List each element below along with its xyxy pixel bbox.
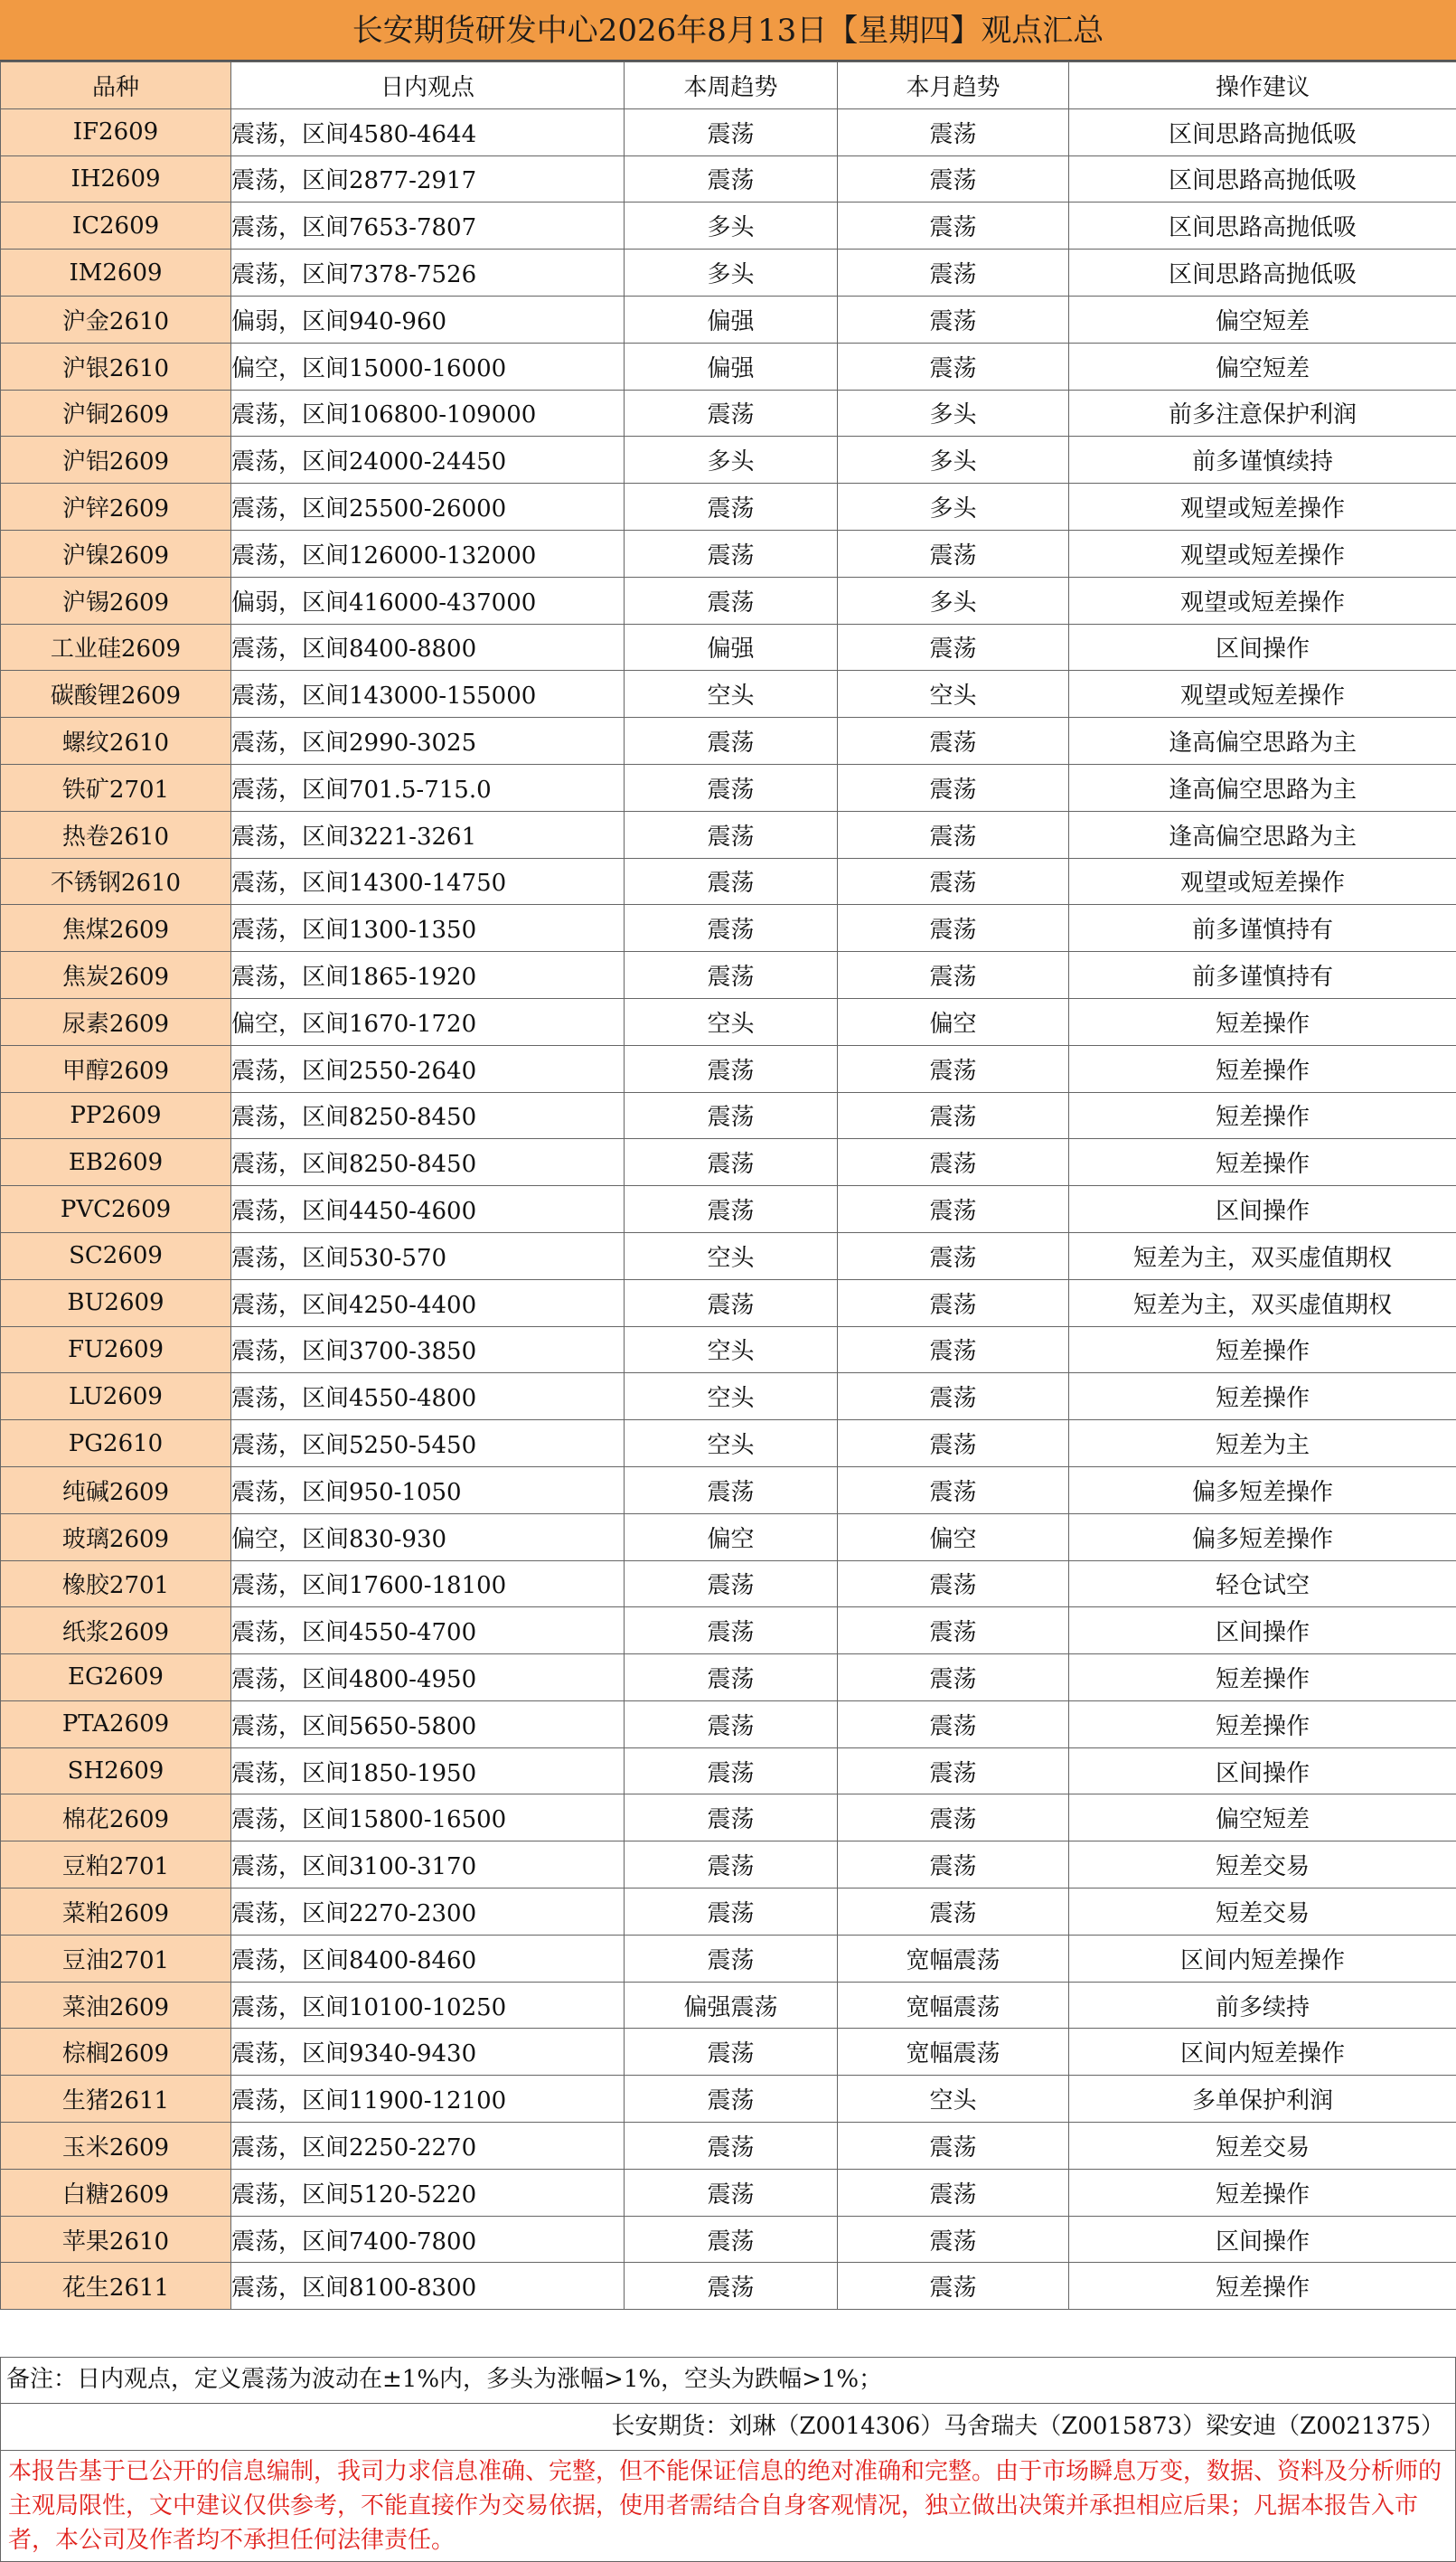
- variety-cell: 沪镍2609: [1, 530, 231, 577]
- week-trend-cell: 震荡: [625, 1466, 838, 1513]
- week-trend-cell: 震荡: [625, 2169, 838, 2216]
- table-row: [1, 296, 1456, 343]
- table-row: [1, 905, 1456, 952]
- advice-cell: 观望或短差操作: [1069, 671, 1456, 718]
- views-table: [0, 61, 1456, 2310]
- month-trend-cell: 震荡: [838, 1560, 1069, 1607]
- week-trend-cell: 多头: [625, 437, 838, 484]
- advice-cell: 观望或短差操作: [1069, 577, 1456, 624]
- intraday-view-cell: 震荡，区间7378-7526: [231, 250, 625, 297]
- intraday-view-cell: 震荡，区间3221-3261: [231, 811, 625, 858]
- advice-cell: 短差操作: [1069, 998, 1456, 1045]
- table-row: [1, 1513, 1456, 1560]
- intraday-view-cell: 震荡，区间2550-2640: [231, 1045, 625, 1092]
- week-trend-cell: 震荡: [625, 1841, 838, 1889]
- month-trend-cell: 多头: [838, 577, 1069, 624]
- intraday-view-cell: 震荡，区间3100-3170: [231, 1841, 625, 1889]
- month-trend-cell: 宽幅震荡: [838, 2029, 1069, 2076]
- intraday-view-cell: 震荡，区间143000-155000: [231, 671, 625, 718]
- month-trend-cell: 震荡: [838, 296, 1069, 343]
- advice-cell: 偏空短差: [1069, 343, 1456, 390]
- intraday-view-cell: 震荡，区间7400-7800: [231, 2216, 625, 2263]
- month-trend-cell: 震荡: [838, 155, 1069, 203]
- month-trend-cell: 震荡: [838, 1373, 1069, 1420]
- advice-cell: 前多续持: [1069, 1982, 1456, 2029]
- report-title: 长安期货研发中心2026年8月13日【星期四】观点汇总: [0, 0, 1456, 61]
- intraday-view-cell: 震荡，区间4550-4700: [231, 1607, 625, 1654]
- variety-cell: SH2609: [1, 1747, 231, 1794]
- variety-cell: 沪铝2609: [1, 437, 231, 484]
- table-row: [1, 1935, 1456, 1982]
- intraday-view-cell: 震荡，区间9340-9430: [231, 2029, 625, 2076]
- table-row: [1, 998, 1456, 1045]
- table-row: [1, 718, 1456, 765]
- variety-cell: 沪金2610: [1, 296, 231, 343]
- month-trend-cell: 震荡: [838, 2263, 1069, 2310]
- advice-cell: 短差交易: [1069, 1889, 1456, 1936]
- table-row: [1, 1092, 1456, 1139]
- header-month-trend: 本月趋势: [838, 62, 1069, 109]
- variety-cell: 甲醇2609: [1, 1045, 231, 1092]
- month-trend-cell: 震荡: [838, 1700, 1069, 1747]
- advice-cell: 区间操作: [1069, 624, 1456, 671]
- intraday-view-cell: 偏空，区间830-930: [231, 1513, 625, 1560]
- advice-cell: 逢高偏空思路为主: [1069, 718, 1456, 765]
- week-trend-cell: 震荡: [625, 577, 838, 624]
- table-row: [1, 2263, 1456, 2310]
- variety-cell: 白糖2609: [1, 2169, 231, 2216]
- variety-cell: LU2609: [1, 1373, 231, 1420]
- header-advice: 操作建议: [1069, 62, 1456, 109]
- week-trend-cell: 震荡: [625, 2263, 838, 2310]
- table-row: [1, 1794, 1456, 1841]
- table-row: [1, 1560, 1456, 1607]
- month-trend-cell: 震荡: [838, 1841, 1069, 1889]
- month-trend-cell: 震荡: [838, 1747, 1069, 1794]
- advice-cell: 区间操作: [1069, 1747, 1456, 1794]
- week-trend-cell: 震荡: [625, 1654, 838, 1701]
- advice-cell: 短差操作: [1069, 1092, 1456, 1139]
- variety-cell: IC2609: [1, 203, 231, 250]
- month-trend-cell: 震荡: [838, 1279, 1069, 1326]
- intraday-view-cell: 震荡，区间126000-132000: [231, 530, 625, 577]
- table-row: [1, 1982, 1456, 2029]
- variety-cell: 焦煤2609: [1, 905, 231, 952]
- variety-cell: 沪银2610: [1, 343, 231, 390]
- advice-cell: 短差交易: [1069, 1841, 1456, 1889]
- remark-note: 备注：日内观点，定义震荡为波动在±1%内，多头为涨幅>1%，空头为跌幅>1%；: [0, 2357, 1456, 2404]
- analyst-credits: 长安期货：刘琳（Z0014306）马舍瑞夫（Z0015873）梁安迪（Z0021375）: [0, 2404, 1456, 2451]
- week-trend-cell: 震荡: [625, 1794, 838, 1841]
- month-trend-cell: 多头: [838, 390, 1069, 437]
- month-trend-cell: 震荡: [838, 530, 1069, 577]
- intraday-view-cell: 震荡，区间11900-12100: [231, 2076, 625, 2123]
- variety-cell: 焦炭2609: [1, 952, 231, 999]
- month-trend-cell: 震荡: [838, 718, 1069, 765]
- intraday-view-cell: 震荡，区间5250-5450: [231, 1420, 625, 1467]
- advice-cell: 偏多短差操作: [1069, 1513, 1456, 1560]
- variety-cell: SC2609: [1, 1232, 231, 1279]
- table-row: [1, 1466, 1456, 1513]
- variety-cell: 菜粕2609: [1, 1889, 231, 1936]
- advice-cell: 观望或短差操作: [1069, 858, 1456, 905]
- intraday-view-cell: 震荡，区间4250-4400: [231, 1279, 625, 1326]
- variety-cell: 菜油2609: [1, 1982, 231, 2029]
- week-trend-cell: 空头: [625, 998, 838, 1045]
- table-row: [1, 1654, 1456, 1701]
- month-trend-cell: 震荡: [838, 203, 1069, 250]
- table-row: [1, 1841, 1456, 1889]
- variety-cell: 沪锌2609: [1, 484, 231, 531]
- table-row: [1, 952, 1456, 999]
- month-trend-cell: 震荡: [838, 624, 1069, 671]
- table-row: [1, 250, 1456, 297]
- intraday-view-cell: 震荡，区间1300-1350: [231, 905, 625, 952]
- advice-cell: 偏多短差操作: [1069, 1466, 1456, 1513]
- intraday-view-cell: 震荡，区间17600-18100: [231, 1560, 625, 1607]
- month-trend-cell: 震荡: [838, 108, 1069, 155]
- variety-cell: 玉米2609: [1, 2123, 231, 2170]
- table-row: [1, 577, 1456, 624]
- table-row: [1, 530, 1456, 577]
- variety-cell: PG2610: [1, 1420, 231, 1467]
- intraday-view-cell: 震荡，区间4450-4600: [231, 1186, 625, 1233]
- week-trend-cell: 震荡: [625, 1607, 838, 1654]
- table-row: [1, 858, 1456, 905]
- intraday-view-cell: 震荡，区间2250-2270: [231, 2123, 625, 2170]
- intraday-view-cell: 震荡，区间1850-1950: [231, 1747, 625, 1794]
- table-row: [1, 108, 1456, 155]
- week-trend-cell: 震荡: [625, 1560, 838, 1607]
- intraday-view-cell: 震荡，区间4580-4644: [231, 108, 625, 155]
- advice-cell: 短差操作: [1069, 2263, 1456, 2310]
- week-trend-cell: 震荡: [625, 390, 838, 437]
- month-trend-cell: 宽幅震荡: [838, 1935, 1069, 1982]
- variety-cell: IH2609: [1, 155, 231, 203]
- intraday-view-cell: 震荡，区间106800-109000: [231, 390, 625, 437]
- intraday-view-cell: 震荡，区间701.5-715.0: [231, 764, 625, 811]
- advice-cell: 轻仓试空: [1069, 1560, 1456, 1607]
- advice-cell: 偏空短差: [1069, 296, 1456, 343]
- intraday-view-cell: 震荡，区间7653-7807: [231, 203, 625, 250]
- advice-cell: 观望或短差操作: [1069, 530, 1456, 577]
- table-row: [1, 1747, 1456, 1794]
- month-trend-cell: 震荡: [838, 1889, 1069, 1936]
- month-trend-cell: 偏空: [838, 998, 1069, 1045]
- month-trend-cell: 震荡: [838, 2123, 1069, 2170]
- advice-cell: 前多谨慎续持: [1069, 437, 1456, 484]
- table-row: [1, 811, 1456, 858]
- intraday-view-cell: 震荡，区间14300-14750: [231, 858, 625, 905]
- week-trend-cell: 震荡: [625, 952, 838, 999]
- intraday-view-cell: 震荡，区间15800-16500: [231, 1794, 625, 1841]
- intraday-view-cell: 震荡，区间2270-2300: [231, 1889, 625, 1936]
- month-trend-cell: 空头: [838, 2076, 1069, 2123]
- table-row: [1, 2076, 1456, 2123]
- month-trend-cell: 震荡: [838, 2169, 1069, 2216]
- variety-cell: 棉花2609: [1, 1794, 231, 1841]
- table-row: [1, 671, 1456, 718]
- week-trend-cell: 震荡: [625, 1045, 838, 1092]
- variety-cell: 豆油2701: [1, 1935, 231, 1982]
- variety-cell: 工业硅2609: [1, 624, 231, 671]
- week-trend-cell: 震荡: [625, 530, 838, 577]
- table-row: [1, 343, 1456, 390]
- intraday-view-cell: 震荡，区间1865-1920: [231, 952, 625, 999]
- month-trend-cell: 震荡: [838, 905, 1069, 952]
- intraday-view-cell: 震荡，区间5650-5800: [231, 1700, 625, 1747]
- week-trend-cell: 震荡: [625, 484, 838, 531]
- week-trend-cell: 多头: [625, 203, 838, 250]
- table-row: [1, 1279, 1456, 1326]
- week-trend-cell: 震荡: [625, 905, 838, 952]
- intraday-view-cell: 震荡，区间24000-24450: [231, 437, 625, 484]
- week-trend-cell: 震荡: [625, 858, 838, 905]
- month-trend-cell: 宽幅震荡: [838, 1982, 1069, 2029]
- month-trend-cell: 震荡: [838, 2216, 1069, 2263]
- week-trend-cell: 震荡: [625, 1747, 838, 1794]
- advice-cell: 短差操作: [1069, 2169, 1456, 2216]
- advice-cell: 区间内短差操作: [1069, 1935, 1456, 1982]
- month-trend-cell: 震荡: [838, 811, 1069, 858]
- table-row: [1, 2169, 1456, 2216]
- month-trend-cell: 震荡: [838, 1232, 1069, 1279]
- variety-cell: 棕榈2609: [1, 2029, 231, 2076]
- variety-cell: IM2609: [1, 250, 231, 297]
- intraday-view-cell: 震荡，区间2877-2917: [231, 155, 625, 203]
- month-trend-cell: 震荡: [838, 1654, 1069, 1701]
- intraday-view-cell: 偏空，区间1670-1720: [231, 998, 625, 1045]
- month-trend-cell: 震荡: [838, 952, 1069, 999]
- advice-cell: 短差操作: [1069, 1139, 1456, 1186]
- intraday-view-cell: 震荡，区间10100-10250: [231, 1982, 625, 2029]
- week-trend-cell: 震荡: [625, 2216, 838, 2263]
- header-week-trend: 本周趋势: [625, 62, 838, 109]
- table-row: [1, 1700, 1456, 1747]
- week-trend-cell: 震荡: [625, 1889, 838, 1936]
- month-trend-cell: 多头: [838, 484, 1069, 531]
- table-row: [1, 484, 1456, 531]
- week-trend-cell: 震荡: [625, 2123, 838, 2170]
- month-trend-cell: 震荡: [838, 1420, 1069, 1467]
- week-trend-cell: 震荡: [625, 155, 838, 203]
- advice-cell: 短差操作: [1069, 1654, 1456, 1701]
- week-trend-cell: 空头: [625, 1232, 838, 1279]
- week-trend-cell: 震荡: [625, 764, 838, 811]
- table-row: [1, 155, 1456, 203]
- advice-cell: 短差操作: [1069, 1700, 1456, 1747]
- week-trend-cell: 震荡: [625, 718, 838, 765]
- variety-cell: EG2609: [1, 1654, 231, 1701]
- variety-cell: PTA2609: [1, 1700, 231, 1747]
- advice-cell: 区间操作: [1069, 2216, 1456, 2263]
- week-trend-cell: 震荡: [625, 1700, 838, 1747]
- advice-cell: 短差为主，双买虚值期权: [1069, 1232, 1456, 1279]
- month-trend-cell: 偏空: [838, 1513, 1069, 1560]
- week-trend-cell: 震荡: [625, 2076, 838, 2123]
- variety-cell: IF2609: [1, 108, 231, 155]
- table-row: [1, 1139, 1456, 1186]
- header-variety: 品种: [1, 62, 231, 109]
- week-trend-cell: 偏强: [625, 296, 838, 343]
- week-trend-cell: 震荡: [625, 1092, 838, 1139]
- intraday-view-cell: 震荡，区间4800-4950: [231, 1654, 625, 1701]
- variety-cell: 碳酸锂2609: [1, 671, 231, 718]
- month-trend-cell: 震荡: [838, 343, 1069, 390]
- advice-cell: 前多谨慎持有: [1069, 952, 1456, 999]
- month-trend-cell: 震荡: [838, 1607, 1069, 1654]
- advice-cell: 区间操作: [1069, 1186, 1456, 1233]
- advice-cell: 多单保护利润: [1069, 2076, 1456, 2123]
- advice-cell: 前多谨慎持有: [1069, 905, 1456, 952]
- variety-cell: EB2609: [1, 1139, 231, 1186]
- month-trend-cell: 震荡: [838, 764, 1069, 811]
- table-row: [1, 2123, 1456, 2170]
- variety-cell: BU2609: [1, 1279, 231, 1326]
- month-trend-cell: 震荡: [838, 1186, 1069, 1233]
- disclaimer-text: 本报告基于已公开的信息编制，我司力求信息准确、完整，但不能保证信息的绝对准确和完整。由于市场瞬息万变，数据、资料及分析师的主观局限性，文中建议仅供参考，不能直接作为交易依据，使用者需结合自身客观情况，独立做出决策并承担相应后果；凡据本报告入市者，本公司及作者均不承担任何法律责任。: [0, 2451, 1456, 2562]
- advice-cell: 短差操作: [1069, 1045, 1456, 1092]
- table-row: [1, 764, 1456, 811]
- month-trend-cell: 空头: [838, 671, 1069, 718]
- variety-cell: 花生2611: [1, 2263, 231, 2310]
- advice-cell: 短差为主，双买虚值期权: [1069, 1279, 1456, 1326]
- intraday-view-cell: 震荡，区间4550-4800: [231, 1373, 625, 1420]
- advice-cell: 短差交易: [1069, 2123, 1456, 2170]
- variety-cell: 纸浆2609: [1, 1607, 231, 1654]
- advice-cell: 偏空短差: [1069, 1794, 1456, 1841]
- advice-cell: 区间内短差操作: [1069, 2029, 1456, 2076]
- week-trend-cell: 震荡: [625, 811, 838, 858]
- table-row: [1, 203, 1456, 250]
- table-row: [1, 2216, 1456, 2263]
- advice-cell: 短差为主: [1069, 1420, 1456, 1467]
- table-row: [1, 437, 1456, 484]
- variety-cell: 铁矿2701: [1, 764, 231, 811]
- table-row: [1, 1326, 1456, 1373]
- table-row: [1, 2029, 1456, 2076]
- advice-cell: 短差操作: [1069, 1373, 1456, 1420]
- week-trend-cell: 震荡: [625, 2029, 838, 2076]
- advice-cell: 区间思路高抛低吸: [1069, 203, 1456, 250]
- table-row: [1, 390, 1456, 437]
- variety-cell: 玻璃2609: [1, 1513, 231, 1560]
- variety-cell: 沪铜2609: [1, 390, 231, 437]
- intraday-view-cell: 震荡，区间5120-5220: [231, 2169, 625, 2216]
- table-row: [1, 1045, 1456, 1092]
- table-row: [1, 1607, 1456, 1654]
- intraday-view-cell: 震荡，区间8250-8450: [231, 1139, 625, 1186]
- month-trend-cell: 多头: [838, 437, 1069, 484]
- advice-cell: 逢高偏空思路为主: [1069, 764, 1456, 811]
- advice-cell: 区间思路高抛低吸: [1069, 250, 1456, 297]
- variety-cell: 热卷2610: [1, 811, 231, 858]
- advice-cell: 逢高偏空思路为主: [1069, 811, 1456, 858]
- month-trend-cell: 震荡: [838, 1045, 1069, 1092]
- week-trend-cell: 空头: [625, 671, 838, 718]
- table-header-row: [1, 62, 1456, 109]
- month-trend-cell: 震荡: [838, 1092, 1069, 1139]
- advice-cell: 区间操作: [1069, 1607, 1456, 1654]
- variety-cell: 橡胶2701: [1, 1560, 231, 1607]
- month-trend-cell: 震荡: [838, 1326, 1069, 1373]
- header-intraday-view: 日内观点: [231, 62, 625, 109]
- week-trend-cell: 空头: [625, 1420, 838, 1467]
- week-trend-cell: 偏强: [625, 343, 838, 390]
- month-trend-cell: 震荡: [838, 858, 1069, 905]
- advice-cell: 前多注意保护利润: [1069, 390, 1456, 437]
- variety-cell: 沪锡2609: [1, 577, 231, 624]
- variety-cell: 纯碱2609: [1, 1466, 231, 1513]
- week-trend-cell: 偏空: [625, 1513, 838, 1560]
- advice-cell: 观望或短差操作: [1069, 484, 1456, 531]
- advice-cell: 区间思路高抛低吸: [1069, 155, 1456, 203]
- intraday-view-cell: 偏弱，区间416000-437000: [231, 577, 625, 624]
- intraday-view-cell: 震荡，区间950-1050: [231, 1466, 625, 1513]
- variety-cell: PP2609: [1, 1092, 231, 1139]
- variety-cell: 生猪2611: [1, 2076, 231, 2123]
- advice-cell: 短差操作: [1069, 1326, 1456, 1373]
- variety-cell: FU2609: [1, 1326, 231, 1373]
- intraday-view-cell: 偏弱，区间940-960: [231, 296, 625, 343]
- week-trend-cell: 空头: [625, 1373, 838, 1420]
- table-row: [1, 1373, 1456, 1420]
- table-row: [1, 1889, 1456, 1936]
- table-row: [1, 1232, 1456, 1279]
- month-trend-cell: 震荡: [838, 1466, 1069, 1513]
- intraday-view-cell: 震荡，区间8100-8300: [231, 2263, 625, 2310]
- intraday-view-cell: 震荡，区间2990-3025: [231, 718, 625, 765]
- variety-cell: 尿素2609: [1, 998, 231, 1045]
- variety-cell: PVC2609: [1, 1186, 231, 1233]
- advice-cell: 区间思路高抛低吸: [1069, 108, 1456, 155]
- week-trend-cell: 空头: [625, 1326, 838, 1373]
- week-trend-cell: 偏强: [625, 624, 838, 671]
- intraday-view-cell: 震荡，区间530-570: [231, 1232, 625, 1279]
- month-trend-cell: 震荡: [838, 1139, 1069, 1186]
- variety-cell: 螺纹2610: [1, 718, 231, 765]
- week-trend-cell: 震荡: [625, 108, 838, 155]
- month-trend-cell: 震荡: [838, 1794, 1069, 1841]
- week-trend-cell: 震荡: [625, 1139, 838, 1186]
- table-row: [1, 624, 1456, 671]
- intraday-view-cell: 偏空，区间15000-16000: [231, 343, 625, 390]
- intraday-view-cell: 震荡，区间8400-8460: [231, 1935, 625, 1982]
- week-trend-cell: 震荡: [625, 1186, 838, 1233]
- intraday-view-cell: 震荡，区间3700-3850: [231, 1326, 625, 1373]
- week-trend-cell: 震荡: [625, 1279, 838, 1326]
- table-row: [1, 1186, 1456, 1233]
- variety-cell: 不锈钢2610: [1, 858, 231, 905]
- variety-cell: 豆粕2701: [1, 1841, 231, 1889]
- intraday-view-cell: 震荡，区间8400-8800: [231, 624, 625, 671]
- week-trend-cell: 偏强震荡: [625, 1982, 838, 2029]
- week-trend-cell: 震荡: [625, 1935, 838, 1982]
- week-trend-cell: 多头: [625, 250, 838, 297]
- intraday-view-cell: 震荡，区间8250-8450: [231, 1092, 625, 1139]
- intraday-view-cell: 震荡，区间25500-26000: [231, 484, 625, 531]
- variety-cell: 苹果2610: [1, 2216, 231, 2263]
- table-row: [1, 1420, 1456, 1467]
- month-trend-cell: 震荡: [838, 250, 1069, 297]
